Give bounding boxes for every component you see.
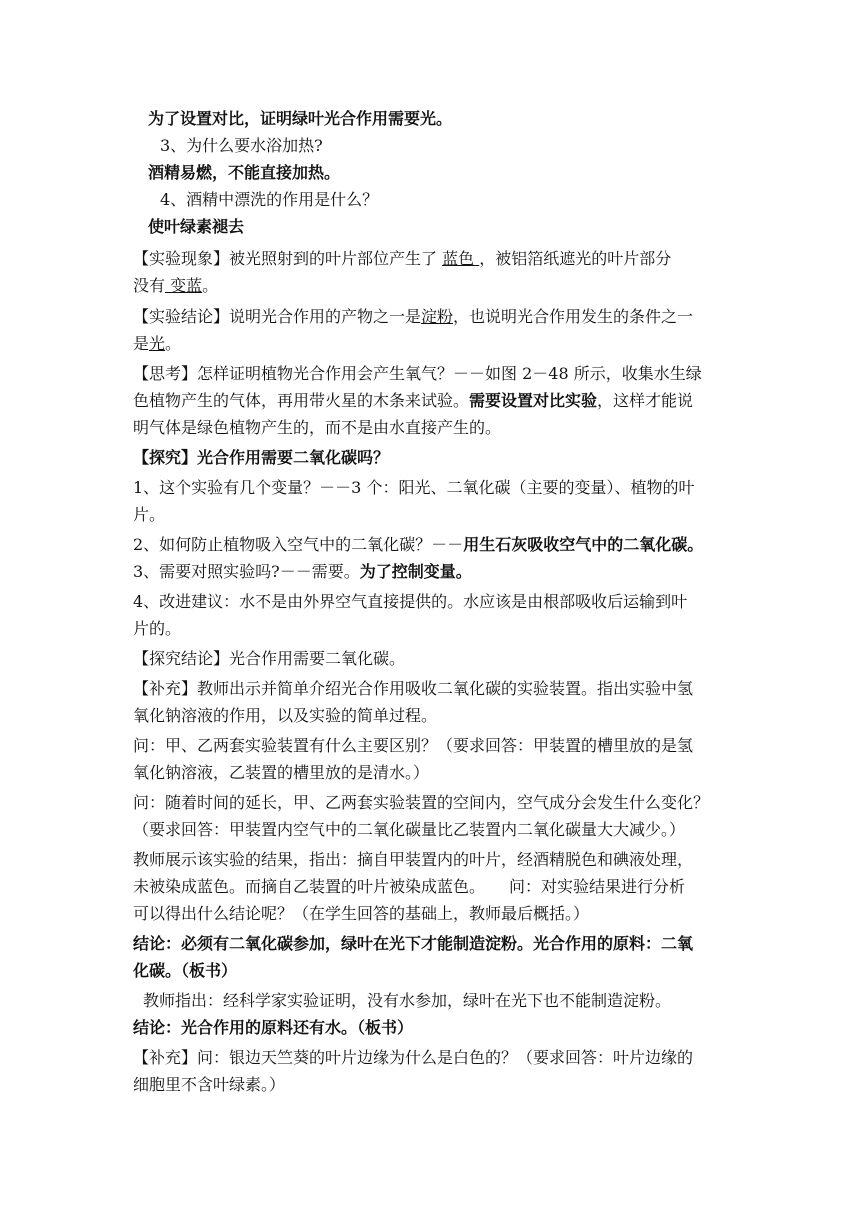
paragraph-line: [133, 334, 181, 354]
paragraph-line: （要求回答：甲装置内空气中的二氧化碳量比乙装置内二氧化碳量大大减少。）: [133, 820, 686, 839]
paragraph-line: 片。: [133, 505, 166, 524]
text-span: ，这样才能说: [597, 391, 694, 410]
conclusion-line: 结论：光合作用的原料还有水。（板书）: [133, 1018, 414, 1037]
paragraph-line: 4、改进建议：水不是由外界空气直接提供的。水应该是由根部吸收后运输到叶: [133, 592, 688, 611]
text-span: 【实验现象】被光照射到的叶片部位产生了: [133, 249, 443, 268]
answer-line: 酒精易燃，不能直接加热。: [148, 163, 341, 182]
paragraph-line: [133, 535, 703, 555]
text-span: 【实验结论】说明光合作用的产物之一是: [133, 307, 422, 326]
paragraph-line: 未被染成蓝色。而摘自乙装置的叶片被染成蓝色。 问：对实验结果进行分析: [133, 877, 686, 896]
answer-line: 使叶绿素褪去: [148, 217, 245, 236]
conclusion-line: 化碳。（板书）: [133, 961, 238, 980]
paragraph-line: 【思考】怎样证明植物光合作用会产生氧气？－－如图 2－48 所示，收集水生绿: [133, 364, 702, 383]
paragraph-line: 问：甲、乙两套实验装置有什么主要区别？（要求回答：甲装置的槽里放的是氢: [133, 736, 694, 755]
answer-line: 为了设置对比，证明绿叶光合作用需要光。: [148, 109, 453, 128]
text-span: 。: [202, 276, 219, 295]
paragraph-line: 教师指出：经科学家实验证明，没有水参加，绿叶在光下也不能制造淀粉。: [143, 991, 672, 1010]
conclusion-line: 结论：必须有二氧化碳参加，绿叶在光下才能制造淀粉。光合作用的原料：二氧: [133, 934, 694, 953]
underlined-answer: 淀粉: [421, 307, 454, 326]
paragraph-line: 1、这个实验有几个变量？－－3 个：阳光、二氧化碳（主要的变量）、植物的叶: [133, 478, 695, 497]
text-span: ，被铝箔纸遮光的叶片部分: [479, 249, 672, 268]
paragraph-line: 氧化钠溶液的作用，以及实验的简单过程。: [133, 706, 438, 725]
bold-span: 为了控制变量。: [359, 562, 472, 581]
text-span: 2、如何防止植物吸入空气中的二氧化碳？－－: [133, 535, 464, 554]
text-span: 。: [165, 334, 182, 353]
paragraph-line: 明气体是绿色植物产生的，而不是由水直接产生的。: [133, 418, 502, 437]
text-span: 是: [133, 334, 150, 353]
text-span: 3、需要对照实验吗?－－需要。: [133, 562, 360, 581]
underlined-answer: 光: [149, 334, 166, 353]
paragraph-line: 问：随着时间的延长，甲、乙两套实验装置的空间内，空气成分会发生什么变化？: [133, 793, 710, 812]
paragraph-line: 【补充】教师出示并简单介绍光合作用吸收二氧化碳的实验装置。指出实验中氢: [133, 679, 694, 698]
paragraph-line: 【探究结论】光合作用需要二氧化碳。: [133, 649, 406, 668]
question-line: 3、为什么要水浴加热?: [160, 136, 323, 155]
bold-span: 需要设置对比实验: [469, 391, 598, 410]
paragraph-line: 片的。: [133, 619, 182, 638]
paragraph-line: 氧化钠溶液，乙装置的槽里放的是清水。）: [133, 763, 430, 782]
bold-span: 用生石灰吸收空气中的二氧化碳。: [463, 535, 704, 554]
underlined-answer: 变蓝: [165, 276, 203, 295]
section-heading: 【探究】光合作用需要二氧化碳吗？: [133, 448, 390, 467]
paragraph-line: [133, 276, 218, 296]
text-span: ，也说明光合作用发生的条件之一: [453, 307, 694, 326]
paragraph-line: [133, 307, 693, 327]
paragraph-line: 【补充】问：银边天竺葵的叶片边缘为什么是白色的？（要求回答：叶片边缘的: [133, 1048, 694, 1067]
paragraph-line: 细胞里不含叶绿素。）: [133, 1075, 286, 1094]
paragraph-line: [133, 249, 671, 269]
paragraph-line: 可以得出什么结论呢？（在学生回答的基础上，教师最后概括。）: [133, 904, 590, 923]
text-span: 没有: [133, 276, 166, 295]
paragraph-line: [133, 391, 693, 411]
paragraph-line: [133, 562, 472, 582]
text-span: 色植物产生的气体，再用带火星的木条来试验。: [133, 391, 470, 410]
underlined-answer: 蓝色: [442, 249, 480, 268]
paragraph-line: 教师展示该实验的结果，指出：摘自甲装置内的叶片，经酒精脱色和碘液处理，: [133, 850, 694, 869]
question-line: 4、酒精中漂洗的作用是什么？: [160, 190, 379, 209]
